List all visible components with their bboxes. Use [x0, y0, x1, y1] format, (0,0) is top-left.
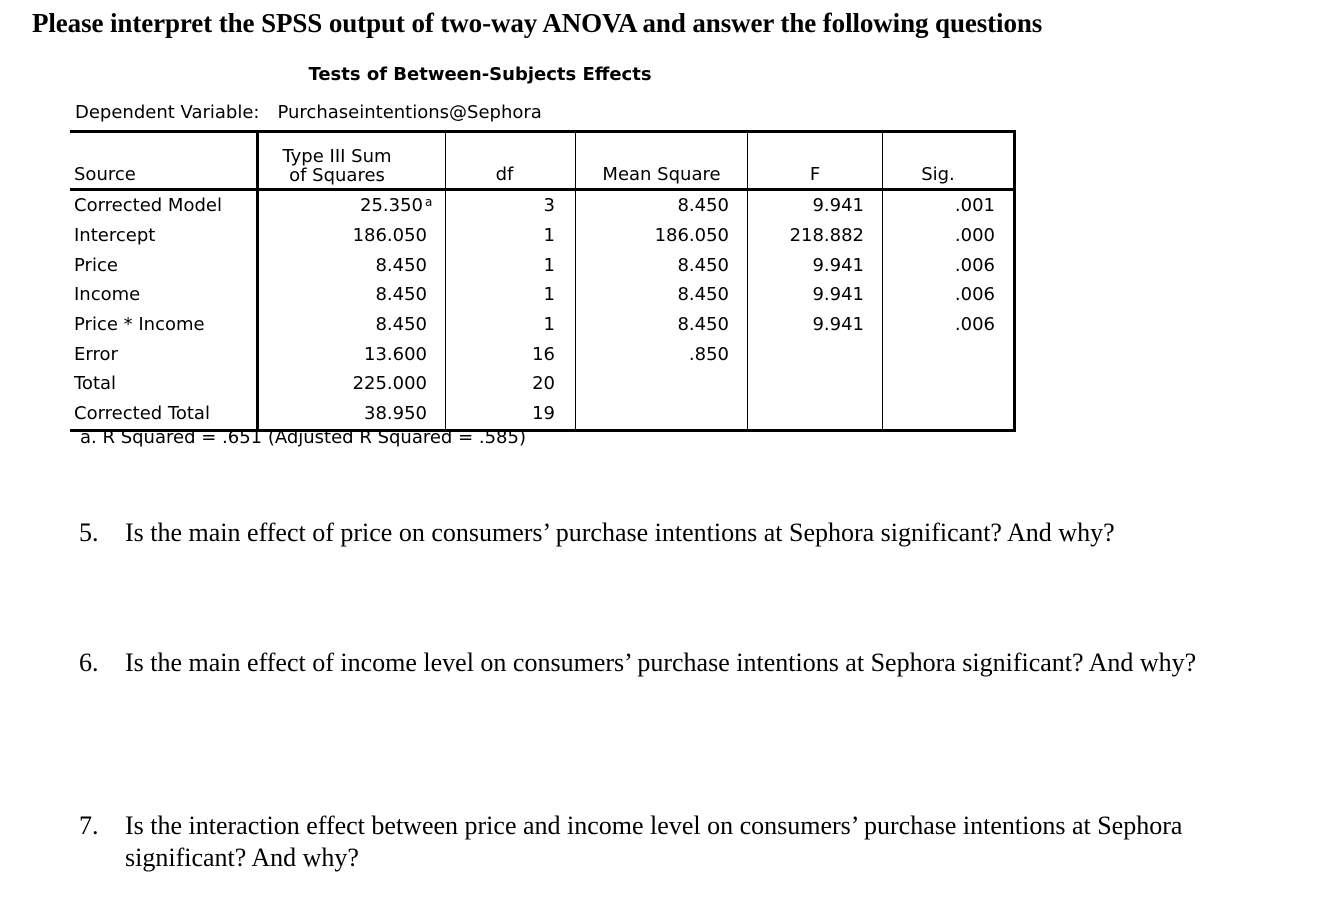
cell-ms: [576, 399, 748, 430]
cell-sig: .006: [883, 250, 1015, 280]
cell-ms: 8.450: [576, 190, 748, 221]
cell-f: 218.882: [748, 221, 883, 251]
question-text: Is the main effect of price on consumers’ purchase intentions at Sephora significant? And why?: [125, 518, 1115, 547]
cell-df: 3: [446, 190, 576, 221]
question-text: Is the interaction effect between price and income level on consumers’ purchase intentions at Sephora significant? And why?: [125, 811, 1183, 872]
table-row: [70, 399, 1015, 430]
cell-df: 1: [446, 221, 576, 251]
header-f: F: [748, 132, 883, 190]
table-footnote: a. R Squared = .651 (Adjusted R Squared = .585): [80, 427, 526, 448]
cell-f: [748, 339, 883, 369]
header-sum-of-squares: [258, 132, 446, 190]
question-6: [79, 647, 1245, 679]
cell-ss: 186.050: [258, 221, 446, 251]
cell-source: Intercept: [74, 225, 156, 247]
cell-source: Corrected Total: [70, 399, 258, 430]
question-number: 5.: [79, 518, 99, 547]
cell-source: Error: [74, 343, 118, 365]
question-7: [79, 810, 1245, 874]
cell-sig: [883, 369, 1015, 399]
question-text: Is the main effect of income level on consumers’ purchase intentions at Sephora significant? And why?: [125, 648, 1197, 677]
cell-ss: 8.450: [258, 310, 446, 340]
cell-f: 9.941: [748, 250, 883, 280]
table-row: [70, 250, 1015, 280]
cell-ss: [258, 190, 446, 221]
cell-ms: [576, 369, 748, 399]
cell-sig: .001: [883, 190, 1015, 221]
cell-df: 19: [446, 399, 576, 430]
cell-df: 1: [446, 280, 576, 310]
header-df: df: [446, 132, 576, 190]
question-number: 6.: [79, 648, 99, 677]
cell-df: 1: [446, 250, 576, 280]
header-sig: Sig.: [883, 132, 1015, 190]
cell-df: 16: [446, 339, 576, 369]
anova-table: [70, 130, 1016, 432]
table-row: [70, 221, 1015, 251]
cell-ms: 186.050: [576, 221, 748, 251]
cell-sig: [883, 399, 1015, 430]
question-number: 7.: [79, 811, 99, 840]
cell-f: [748, 399, 883, 430]
table-row: [70, 190, 1015, 221]
cell-source: Income: [74, 284, 141, 306]
header-source: Source: [70, 132, 258, 190]
cell-df: 20: [446, 369, 576, 399]
cell-ss-value: 25.350: [360, 195, 423, 217]
cell-ms: 8.450: [576, 310, 748, 340]
table-title: Tests of Between-Subjects Effects: [308, 64, 652, 85]
table-header-row: [70, 132, 1015, 190]
cell-ss: 8.450: [258, 280, 446, 310]
cell-sig: .006: [883, 310, 1015, 340]
cell-source: Corrected Model: [74, 195, 222, 217]
table-row: [70, 369, 1015, 399]
dependent-variable-value: Purchaseintentions@Sephora: [277, 102, 542, 123]
header-ss-line1: Type III Sum: [282, 146, 392, 167]
cell-f: 9.941: [748, 190, 883, 221]
cell-ms: 8.450: [576, 250, 748, 280]
cell-ss: 13.600: [258, 339, 446, 369]
dependent-variable-label: Dependent Variable:: [75, 102, 260, 123]
cell-ms: .850: [576, 339, 748, 369]
table-row: [70, 339, 1015, 369]
cell-sig: [883, 339, 1015, 369]
cell-source: Total: [74, 373, 117, 395]
cell-ss: 225.000: [258, 369, 446, 399]
cell-f: 9.941: [748, 280, 883, 310]
page-heading: Please interpret the SPSS output of two-way ANOVA and answer the following questions: [32, 8, 1043, 38]
cell-f: [748, 369, 883, 399]
cell-ss: 8.450: [258, 250, 446, 280]
table-row: [70, 280, 1015, 310]
cell-source: Price * Income: [74, 314, 205, 336]
cell-sig: .000: [883, 221, 1015, 251]
header-ss-line2: of Squares: [289, 165, 385, 186]
footnote-marker: a: [425, 195, 433, 210]
dependent-variable-line: [75, 102, 542, 123]
cell-ms: 8.450: [576, 280, 748, 310]
cell-source: Price: [74, 254, 118, 276]
question-5: [79, 517, 1245, 549]
header-mean-square: Mean Square: [576, 132, 748, 190]
cell-f: 9.941: [748, 310, 883, 340]
cell-ss: 38.950: [258, 399, 446, 430]
cell-sig: .006: [883, 280, 1015, 310]
cell-df: 1: [446, 310, 576, 340]
table-row: [70, 310, 1015, 340]
